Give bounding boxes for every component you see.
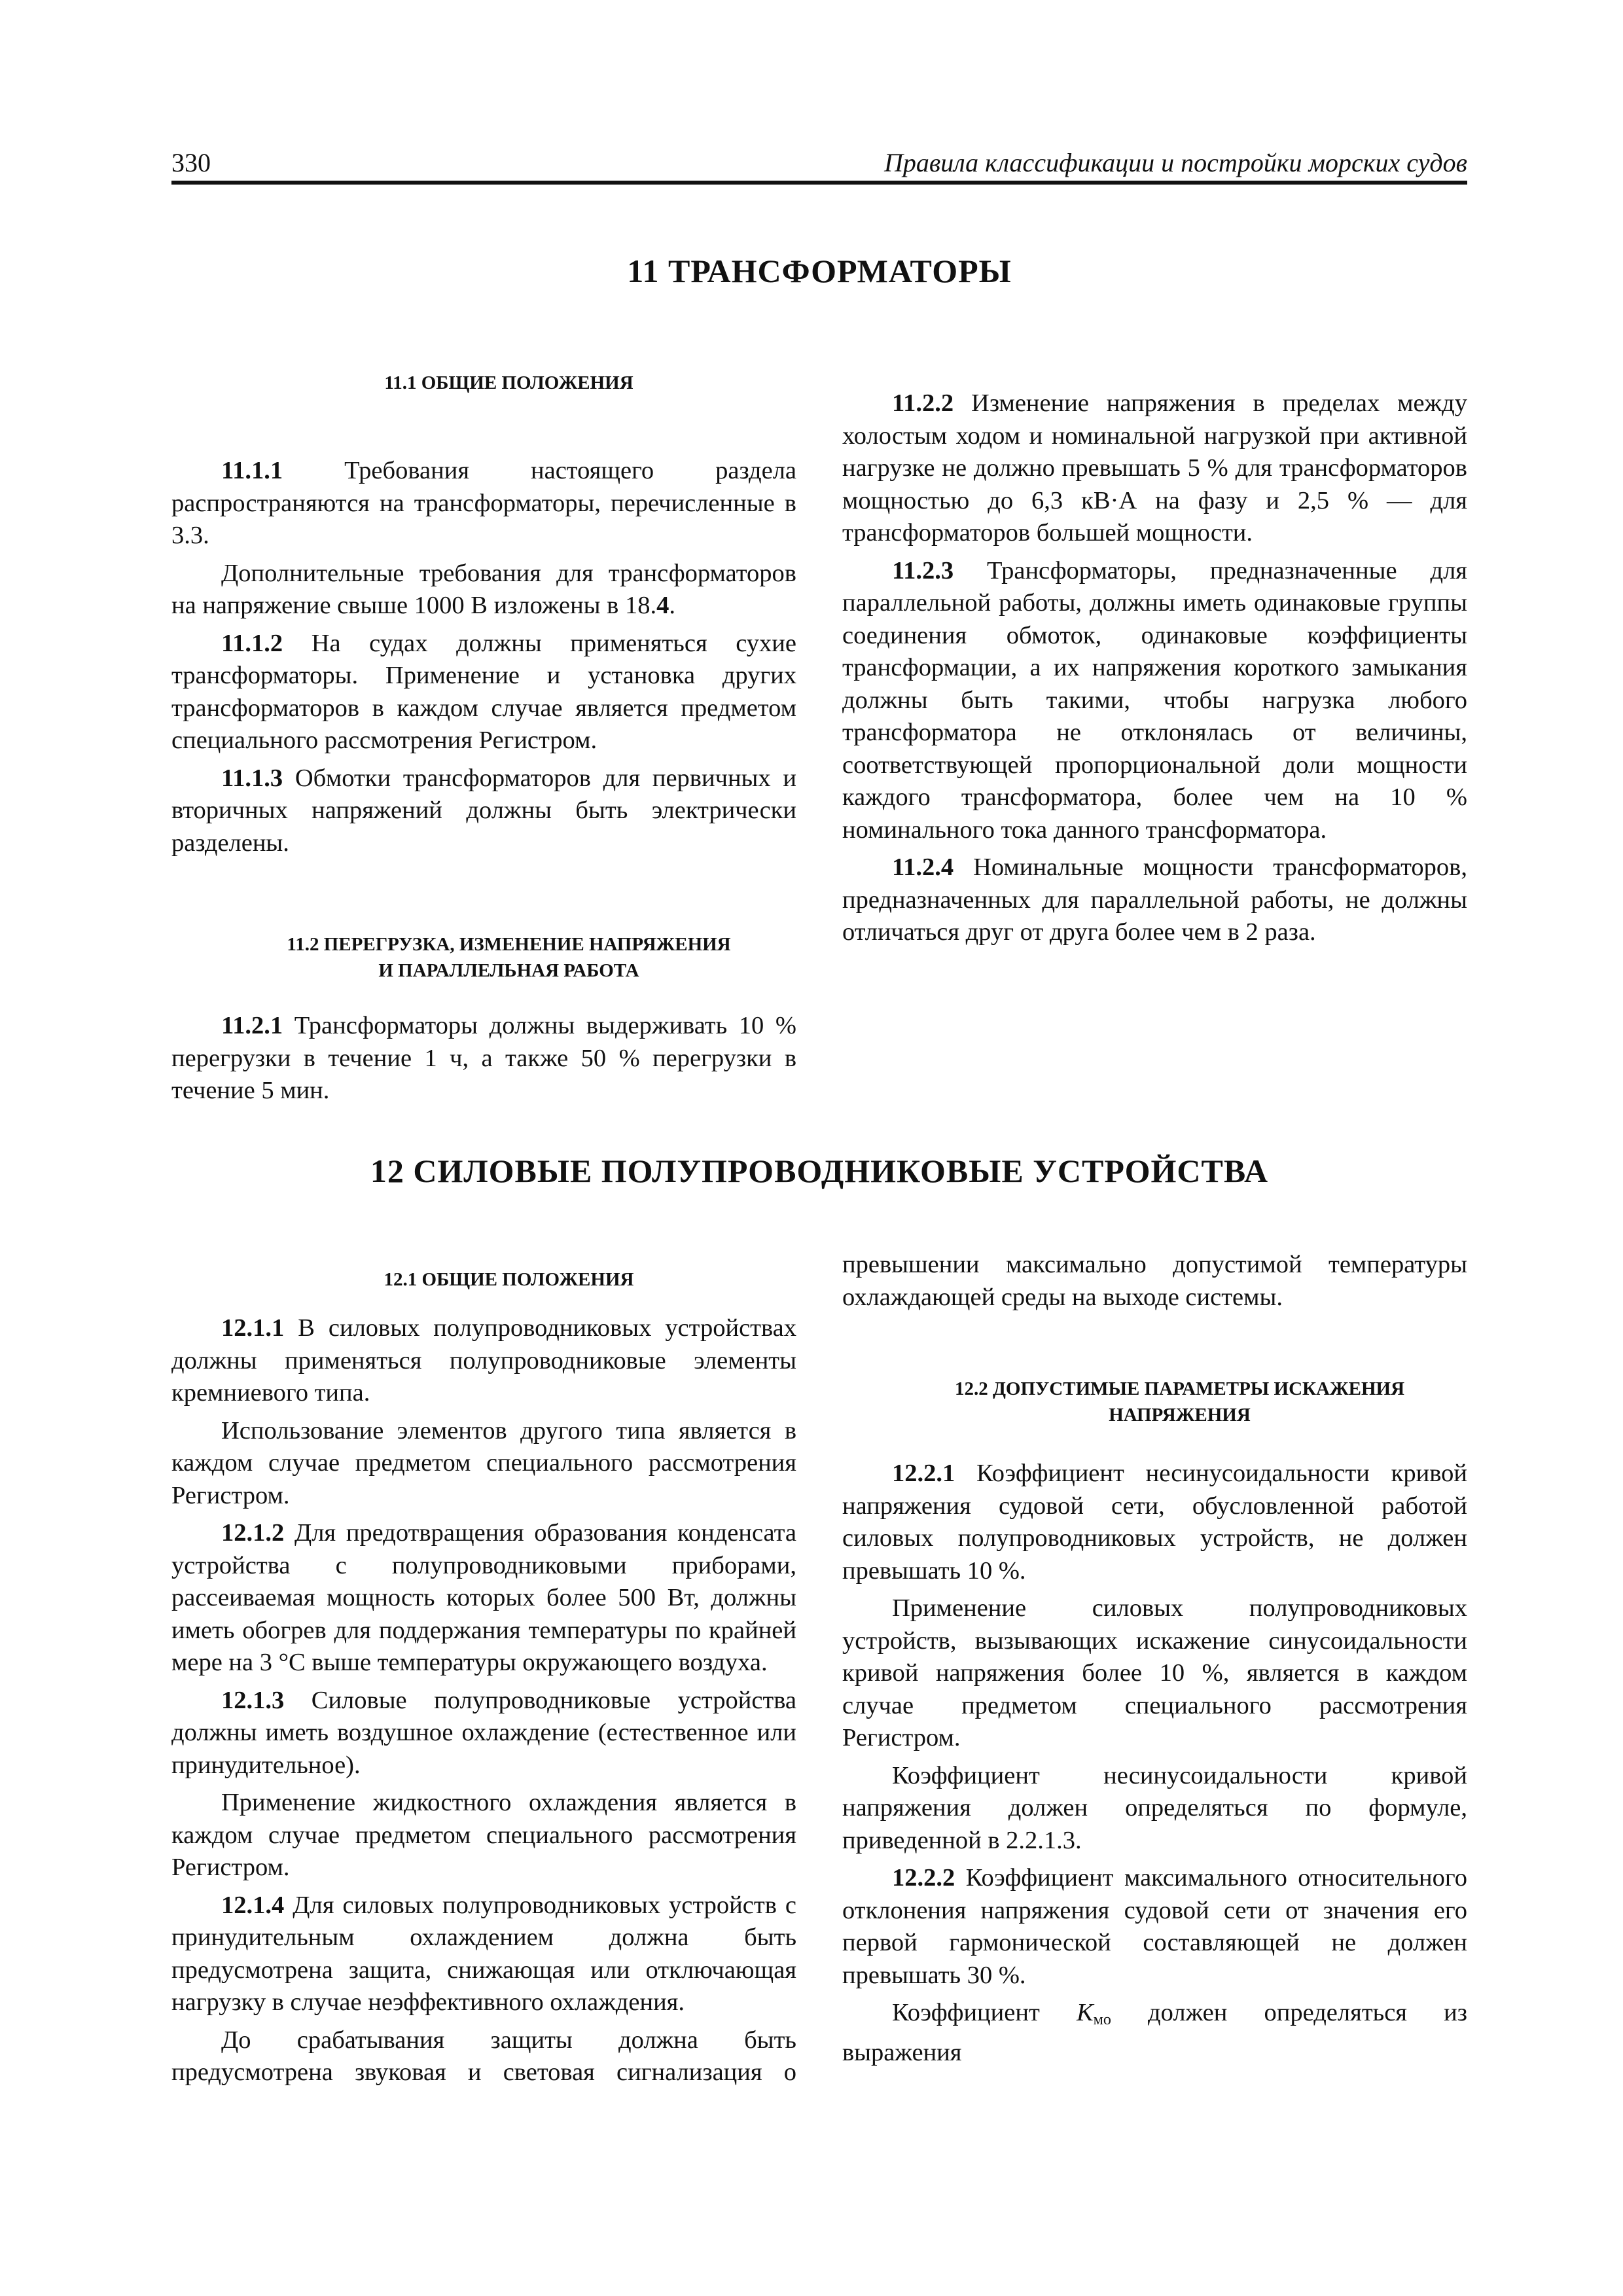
clause-text: Коэффициент bbox=[892, 1999, 1077, 2026]
clause-11-2-2 bbox=[842, 387, 1467, 550]
clause-12-1-1 bbox=[171, 1312, 796, 1410]
subsection-title-line: НАПРЯЖЕНИЯ bbox=[1109, 1405, 1251, 1426]
running-header bbox=[171, 145, 1467, 185]
subsection-12-1-title: 12.1 ОБЩИЕ ПОЛОЖЕНИЯ bbox=[383, 1269, 634, 1290]
clause-text: Для предотвращения образования конденсата устройства с полупроводниковыми приборами, рассеиваемая мощность которых более 500 Вт, должны иметь обогрев для поддержания температуры по крайней мере на 3 °С выше температуры окружающего воздуха. bbox=[171, 1519, 796, 1676]
clause-number: 12.1.2 bbox=[221, 1519, 285, 1547]
clause-text: Дополнительные требования для трансформаторов на напряжение свыше 1000 В изложены в 18. bbox=[171, 559, 796, 619]
clause-11-1-2 bbox=[171, 628, 796, 757]
clause-12-2-1-extra-1: Применение силовых полупроводниковых устройств, вызывающих искажение синусоидальности кривой напряжения более 10 %, является в каждом случае предметом специального рассмотрения Регистром. bbox=[842, 1594, 1467, 1751]
clause-number: 11.1.1 bbox=[221, 457, 283, 484]
clause-text: Изменение напряжения в пределах между холостым ходом и номинальной нагрузкой при активной нагрузке не должно превышать 5 % для трансформаторов мощностью до 6,3 кВ·А на фазу и 2,5 % — для трансформаторов большей мощности. bbox=[842, 389, 1467, 547]
clause-12-2-1-extra-2: Коэффициент несинусоидальности кривой напряжения должен определяться по формуле, приведенной в 2.2.1.3. bbox=[842, 1761, 1467, 1854]
running-title: Правила классификации и постройки морских судов bbox=[883, 148, 1467, 177]
clause-text: Коэффициент максимального относительного отклонения напряжения судовой сети от значения его первой гармонической составляющей не должен превышать 30 %. bbox=[842, 1864, 1467, 1989]
subsection-11-2-title bbox=[171, 931, 796, 984]
clause-11-1-1 bbox=[171, 455, 796, 552]
clause-number: 12.2.1 bbox=[892, 1460, 955, 1487]
clause-text: Коэффициент несинусоидальности кривой напряжения судовой сети, обусловленной работой силовых полупроводниковых устройств, не должен превышать 10 %. bbox=[842, 1460, 1467, 1585]
symbol-subscript: мо bbox=[1093, 2011, 1111, 2028]
clause-11-1-1-extra bbox=[171, 558, 796, 622]
clause-text: Для силовых полупроводниковых устройств с принудительным охлаждением должна быть предусмотрена защита, снижающая или отключающая нагрузку в случае неэффективного охлаждения. bbox=[171, 1891, 796, 2016]
subsection-title-line: 11.2 ПЕРЕГРУЗКА, ИЗМЕНЕНИЕ НАПРЯЖЕНИЯ bbox=[287, 934, 731, 955]
section-11-left-column bbox=[171, 370, 796, 1107]
section-11-right-column bbox=[842, 387, 1467, 949]
clause-text: Трансформаторы, предназначенные для параллельной работы, должны иметь одинаковые группы соединения обмоток, одинаковые коэффициенты трансформации, а их напряжения короткого замыкания должны быть такими, чтобы нагрузка любого трансформатора не отклонялась от величины, соответствующей пропорциональной доли мощности каждого трансформатора, более чем на 10 % номинального тока данного трансформатора. bbox=[842, 556, 1467, 844]
clause-number: 12.1.3 bbox=[221, 1686, 285, 1714]
clause-text: Трансформаторы должны выдерживать 10 % перегрузки в течение 1 ч, а также 50 % перегрузки в течение 5 мин. bbox=[171, 1012, 796, 1104]
clause-12-2-1 bbox=[842, 1458, 1467, 1587]
section-11-title: 11 ТРАНСФОРМАТОРЫ bbox=[627, 253, 1012, 289]
subsection-12-2-title bbox=[842, 1376, 1467, 1428]
subsection-11-1-title: 11.1 ОБЩИЕ ПОЛОЖЕНИЯ bbox=[384, 372, 633, 393]
coefficient-symbol bbox=[1077, 1999, 1111, 2026]
clause-12-1-3-extra: Применение жидкостного охлаждения является в каждом случае предметом специального рассмотрения Регистром. bbox=[171, 1789, 796, 1881]
clause-12-1-4 bbox=[171, 1890, 796, 2019]
clause-number: 11.1.2 bbox=[221, 629, 283, 657]
clause-number: 12.1.4 bbox=[221, 1891, 285, 1919]
subsection-title-line: 12.2 ДОПУСТИМЫЕ ПАРАМЕТРЫ ИСКАЖЕНИЯ bbox=[954, 1378, 1405, 1399]
clause-text: Обмотки трансформаторов для первичных и вторичных напряжений должны быть электрически разделены. bbox=[171, 764, 796, 857]
clause-12-1-4-extra: До срабатывания защиты должна быть предусмотрена звуковая и световая сигнализация о bbox=[171, 2026, 796, 2086]
section-12-title: 12 СИЛОВЫЕ ПОЛУПРОВОДНИКОВЫЕ УСТРОЙСТВА bbox=[370, 1153, 1269, 1189]
clause-text: Номинальные мощности трансформаторов, предназначенных для параллельной работы, не должны отличаться друг от друга более чем в 2 раза. bbox=[842, 853, 1467, 946]
clause-12-2-2-extra bbox=[842, 1997, 1467, 2069]
clause-text: На судах должны применяться сухие трансформаторы. Применение и установка других трансформаторов в каждом случае является предметом специального рассмотрения Регистром. bbox=[171, 629, 796, 754]
clause-11-1-3 bbox=[171, 762, 796, 860]
clause-text-end: . bbox=[669, 592, 675, 619]
clause-number: 11.2.4 bbox=[892, 853, 954, 881]
clause-12-1-2 bbox=[171, 1517, 796, 1679]
clause-number: 11.2.2 bbox=[892, 389, 954, 417]
clause-text: должен определяться из выражения bbox=[842, 1999, 1467, 2066]
clause-11-2-1 bbox=[171, 1010, 796, 1107]
clause-text: В силовых полупроводниковых устройствах должны применяться полупроводниковые элементы кремниевого типа. bbox=[171, 1314, 796, 1407]
section-12-right-column bbox=[842, 1249, 1467, 2069]
page-number: 330 bbox=[171, 148, 211, 177]
clause-11-2-3 bbox=[842, 555, 1467, 847]
clause-12-1-1-extra: Использование элементов другого типа является в каждом случае предметом специального рассмотрения Регистром. bbox=[171, 1416, 796, 1509]
clause-11-2-4 bbox=[842, 852, 1467, 949]
clause-text: Силовые полупроводниковые устройства должны иметь воздушное охлаждение (естественное или принудительное). bbox=[171, 1686, 796, 1779]
clause-number: 11.2.3 bbox=[892, 556, 954, 584]
clause-number: 11.2.1 bbox=[221, 1012, 283, 1039]
clause-12-1-3 bbox=[171, 1685, 796, 1782]
subsection-title-line: И ПАРАЛЛЕЛЬНАЯ РАБОТА bbox=[378, 960, 639, 981]
symbol-k: K bbox=[1076, 1999, 1094, 2026]
clause-number: 12.2.2 bbox=[892, 1864, 955, 1892]
clause-number: 11.1.3 bbox=[221, 764, 283, 792]
clause-12-1-4-continued: превышении максимально допустимой температуры охлаждающей среды на выходе системы. bbox=[842, 1251, 1467, 1311]
clause-12-2-2 bbox=[842, 1862, 1467, 1992]
section-12-left-column bbox=[171, 1266, 796, 2089]
clause-text: Требования настоящего раздела распространяются на трансформаторы, перечисленные в 3.3. bbox=[171, 457, 796, 549]
bold-reference: 4 bbox=[656, 592, 669, 619]
clause-number: 12.1.1 bbox=[221, 1314, 285, 1342]
